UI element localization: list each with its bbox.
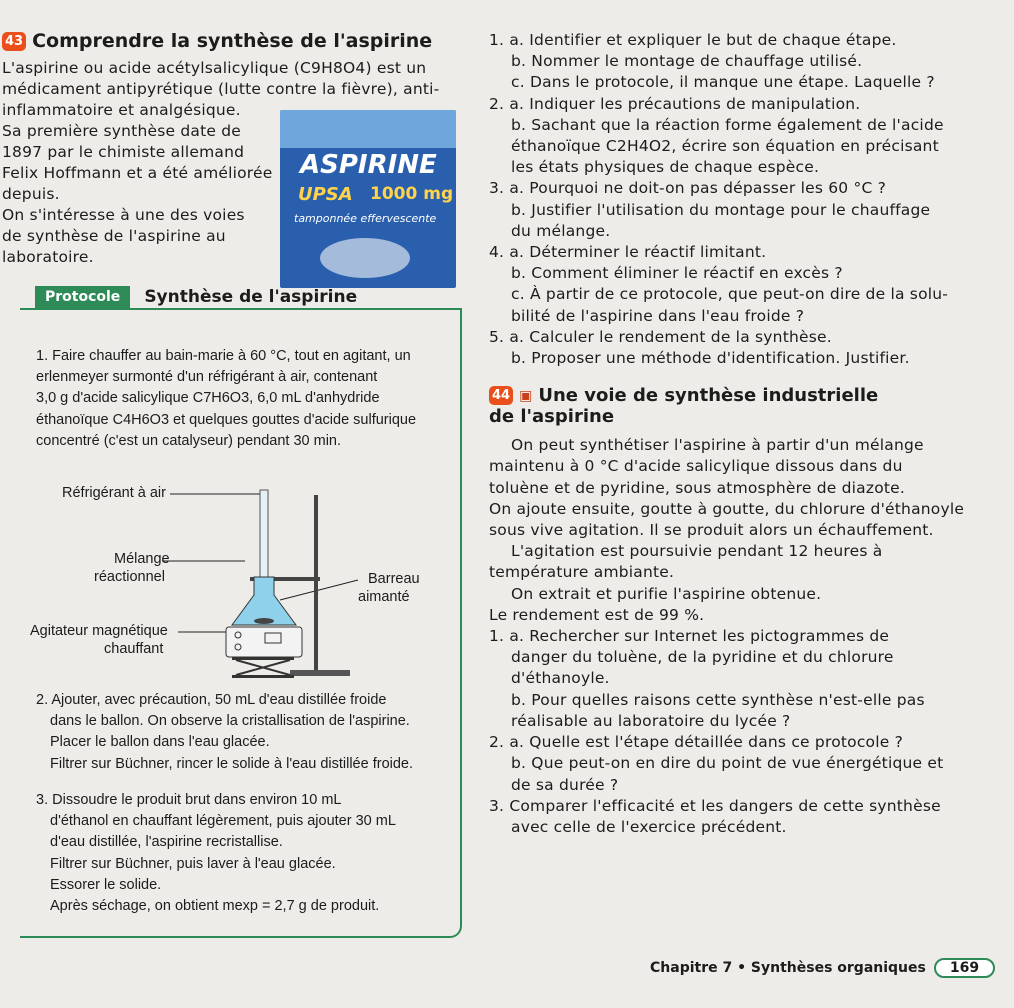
photo-brand: ASPIRINE [300,150,437,180]
protocol-title: Synthèse de l'aspirine [144,287,358,307]
step-line: d'éthanol en chauffant légèrement, puis ajouter 30 mL [50,813,396,830]
exercise-number-badge: 43 [2,32,26,51]
protocol-step-2 [36,690,456,775]
question-line: b. Comment éliminer le réactif en excès ? [511,264,843,283]
question-line: 3. Comparer l'efficacité et les dangers de cette synthèse [489,796,941,815]
protocol-tag: Protocole [35,286,130,308]
question-line: réalisable au laboratoire du lycée ? [511,711,791,730]
photo-dose: 1000 mg [370,184,454,204]
step-line: dans le ballon. On observe la cristallisation de l'aspirine. [50,713,410,730]
photo-subtitle: tamponnée effervescente [294,212,437,225]
intro-line: médicament antipyrétique (lutte contre la fièvre), anti- [2,80,440,98]
step-line: Après séchage, on obtient mexp = 2,7 g de produit. [50,898,380,915]
question-line: b. Pour quelles raisons cette synthèse n'est-elle pas [511,690,925,709]
step-line: 2. Ajouter, avec précaution, 50 mL d'eau distillée froide [36,692,387,708]
exercise-43-questions [489,30,999,838]
question-line: éthanoïque C2H4O2, écrire son équation en précisant [511,137,939,156]
question-line: bilité de l'aspirine dans l'eau froide ? [511,306,805,325]
hot-plate [226,627,302,657]
question-line: c. Dans le protocole, il manque une étape. Laquelle ? [511,73,935,92]
exercise-number-badge: 44 [489,386,513,405]
body-line: On peut synthétiser l'aspirine à partir d'un mélange [511,436,924,455]
exercise-44-title [489,385,999,406]
step-line: 1. Faire chauffer au bain-marie à 60 °C, tout en agitant, un [36,348,411,364]
question-line: 5. a. Calculer le rendement de la synthèse. [489,327,832,346]
body-line: Le rendement est de 99 %. [489,605,705,624]
label-stir-bar-1: Barreau [368,571,420,587]
step-line: Placer le ballon dans l'eau glacée. [50,734,270,751]
history-line: Sa première synthèse date de [2,122,242,140]
stand-rod [314,495,318,675]
question-line: 1. a. Identifier et expliquer le but de chaque étape. [489,31,897,49]
question-line: de sa durée ? [511,775,619,794]
question-line: danger du toluène, de la pyridine et du chlorure [511,648,894,667]
body-line: On extrait et purifie l'aspirine obtenue. [511,584,822,603]
intro-line: L'aspirine ou acide acétylsalicylique (C9H8O4) est un [2,59,427,77]
body-line: L'agitation est poursuivie pendant 12 heures à [511,542,883,561]
protocol-header [35,286,357,308]
question-line: les états physiques de chaque espèce. [511,158,820,177]
exercise-43-title [2,30,464,52]
step-line: erlenmeyer surmonté d'un réfrigérant à air, contenant [36,369,378,386]
question-line: avec celle de l'exercice précédent. [511,817,787,836]
photo-band [280,110,456,148]
step-line: 3,0 g d'acide salicylique C7H6O3, 6,0 mL d'anhydride [36,390,380,407]
page-number: 169 [934,958,995,978]
apparatus-diagram [30,485,460,685]
air-condenser [260,490,268,580]
label-condenser: Réfrigérant à air [62,485,166,501]
question-line: 2. a. Indiquer les précautions de manipulation. [489,94,861,113]
question-line: b. Nommer le montage de chauffage utilisé. [511,52,863,71]
question-line: b. Sachant que la réaction forme également de l'acide [511,115,944,134]
body-line: sous vive agitation. Il se produit alors un échauffement. [489,521,934,540]
step-line: Filtrer sur Büchner, rincer le solide à l'eau distillée froide. [50,755,414,772]
page-footer [650,958,995,978]
question-line: b. Justifier l'utilisation du montage pour le chauffage [511,200,931,219]
question-line: 1. a. Rechercher sur Internet les pictogrammes de [489,627,890,646]
jack-top [232,657,294,660]
label-stirrer-2: chauffant [104,641,164,657]
protocol-step-3 [36,790,456,917]
stand-base [290,670,350,676]
step-line: Essorer le solide. [50,876,162,893]
question-line: 2. a. Quelle est l'étape détaillée dans ce protocole ? [489,733,904,752]
history-line: depuis. [2,185,60,203]
lab-jack [236,660,290,675]
history-line: 1897 par le chimiste allemand [2,143,245,161]
body-line: maintenu à 0 °C d'acide salicylique dissous dans du [489,457,903,476]
question-line: c. À partir de ce protocole, que peut-on dire de la solu- [511,285,949,304]
protocol-step-1 [36,346,456,452]
question-line: du mélange. [511,221,611,240]
exercise-title-line-2: de l'aspirine [489,406,615,428]
body-line: toluène et de pyridine, sous atmosphère de diazote. [489,478,906,497]
step-line: éthanoïque C4H6O3 et quelques gouttes d'acide sulfurique [36,411,417,428]
apparatus-drawing [40,485,460,685]
question-line: b. Proposer une méthode d'identification. Justifier. [511,349,910,368]
label-stirrer-1: Agitateur magnétique [30,623,168,639]
aspirin-box-photo [280,110,456,288]
history-line: laboratoire. [2,248,94,266]
internet-icon: ▣ [519,387,533,404]
question-line: b. Que peut-on en dire du point de vue énergétique et [511,754,944,773]
label-mixture-1: Mélange [114,551,170,567]
step-line: Filtrer sur Büchner, puis laver à l'eau glacée. [50,855,336,872]
stir-bar [254,618,274,624]
question-line: 3. a. Pourquoi ne doit-on pas dépasser les 60 °C ? [489,179,887,198]
question-line: d'éthanoyle. [511,669,610,688]
exercise-title: Une voie de synthèse industrielle [538,385,879,407]
label-stir-bar-2: aimanté [358,589,410,605]
chapter-label: Chapitre 7 • Synthèses organiques [650,960,926,976]
jack-bottom [232,675,294,678]
history-line: de synthèse de l'aspirine au [2,227,226,245]
body-line: On ajoute ensuite, goutte à goutte, du chlorure d'éthanoyle [489,499,965,518]
step-line: concentré (c'est un catalyseur) pendant 30 min. [36,432,342,449]
step-line: 3. Dissoudre le produit brut dans environ 10 mL [36,792,342,808]
history-line: On s'intéresse à une des voies [2,206,245,224]
history-line: Felix Hoffmann et a été améliorée [2,164,273,182]
exercise-title: Comprendre la synthèse de l'aspirine [32,30,433,52]
body-line: température ambiante. [489,563,675,582]
label-mixture-2: réactionnel [94,569,165,585]
photo-upsa: UPSA [298,184,353,205]
leader-line [280,580,358,600]
step-line: d'eau distillée, l'aspirine recristallise. [50,834,283,851]
tablet-shape [320,238,410,278]
erlenmeyer-flask [232,577,296,625]
intro-line: inflammatoire et analgésique. [2,101,241,119]
question-line: 4. a. Déterminer le réactif limitant. [489,243,767,262]
